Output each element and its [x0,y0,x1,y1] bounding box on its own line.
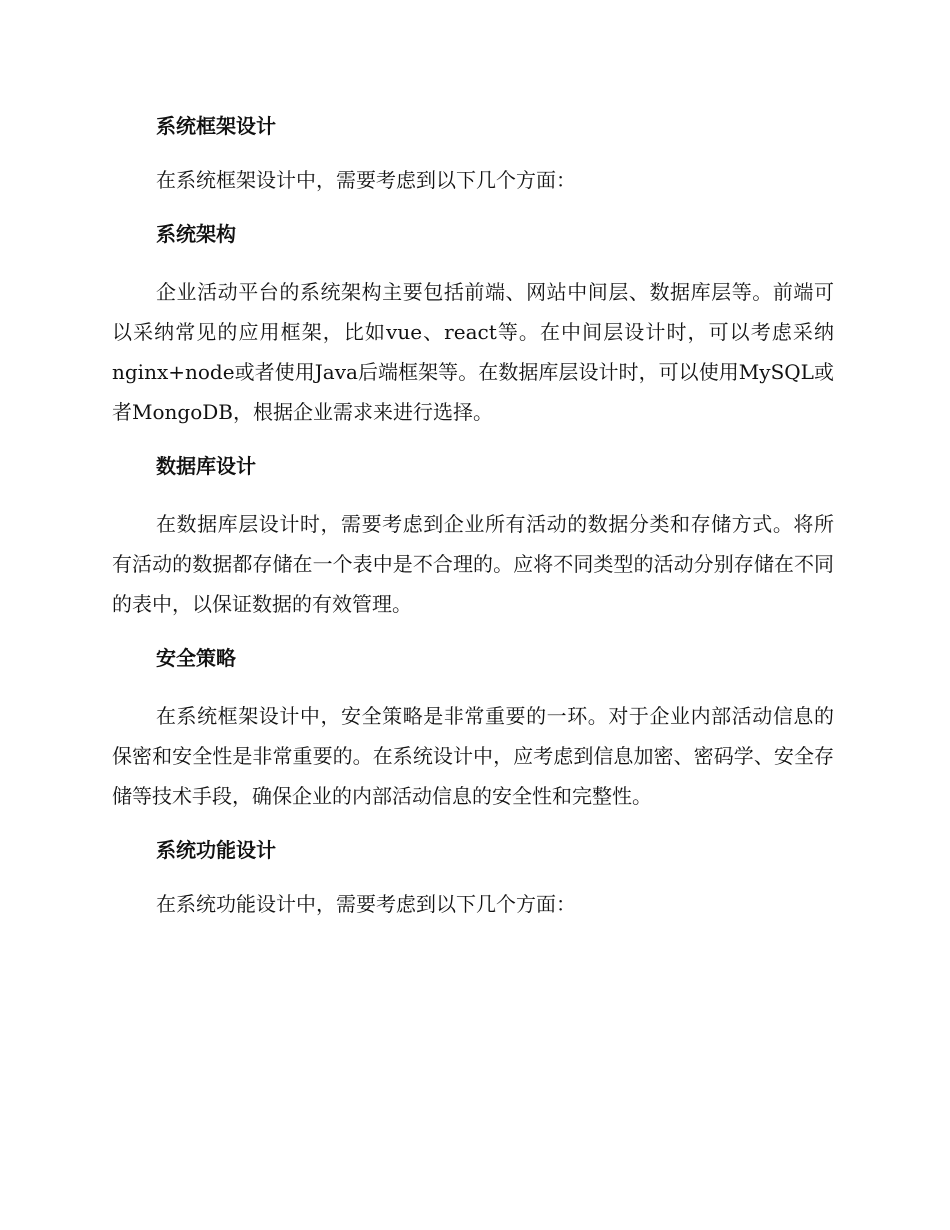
paragraph-security: 在系统框架设计中，安全策略是非常重要的一环。对于企业内部活动信息的保密和安全性是非常重要的。在系统设计中，应考虑到信息加密、密码学、安全存储等技术手段，确保企业的内部活动信息的安全性和完整性。 [112,704,834,808]
paragraph-architecture: 企业活动平台的系统架构主要包括前端、网站中间层、数据库层等。前端可以采纳常见的应用框架，比如vue、react等。在中间层设计时，可以考虑采纳nginx+node或者使用Java后端框架等。在数据库层设计时，可以使用MySQL或者MongoDB，根据企业需求来进行选择。 [112,280,834,424]
section-heading-framework: 系统框架设计 [156,114,276,138]
paragraph-database: 在数据库层设计时，需要考虑到企业所有活动的数据分类和存储方式。将所有活动的数据都存储在一个表中是不合理的。应将不同类型的活动分别存储在不同的表中，以保证数据的有效管理。 [112,512,834,616]
section-heading-architecture: 系统架构 [156,222,236,246]
section-heading-security: 安全策略 [156,646,236,670]
section-heading-function: 系统功能设计 [156,838,276,862]
section-heading-database: 数据库设计 [156,454,256,478]
paragraph-framework-intro: 在系统框架设计中，需要考虑到以下几个方面： [156,168,576,192]
document-body [112,110,834,942]
paragraph-function-intro: 在系统功能设计中，需要考虑到以下几个方面： [156,892,576,916]
